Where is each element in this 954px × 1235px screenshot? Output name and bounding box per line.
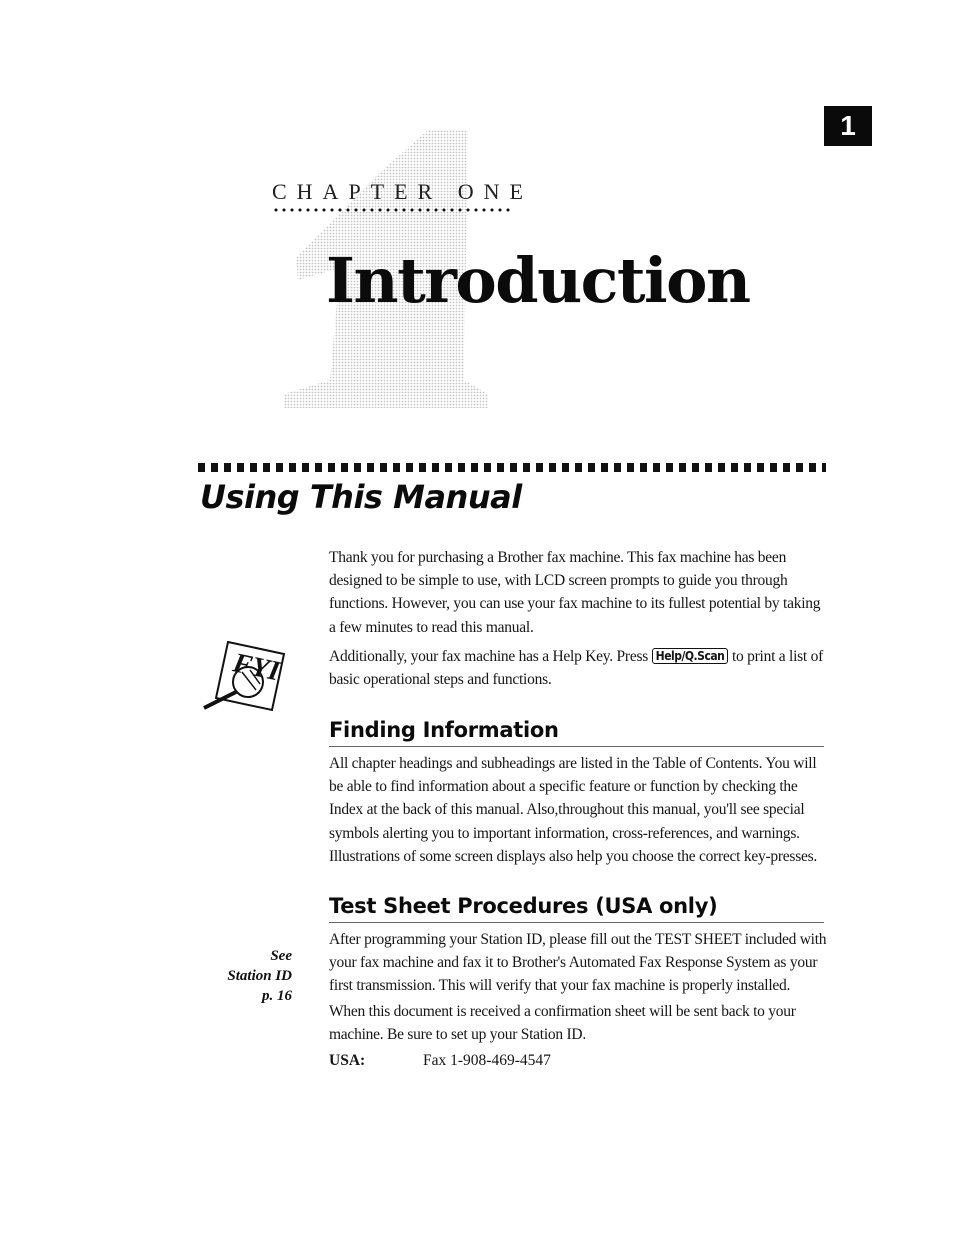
chapter-dotted-rule bbox=[272, 207, 512, 213]
finding-information-heading: Finding Information bbox=[329, 718, 559, 742]
help-key-paragraph bbox=[329, 645, 829, 691]
fyi-magnifier-icon bbox=[198, 632, 294, 712]
finding-information-paragraph: All chapter headings and subheadings are listed in the Table of Contents. You will be able to find information about a specific feature or function by checking the Index at the back of this manual. Also,throughout this manual, you'll see special symbols alerting you to important information, cross-references, and warnings. Illustrations of some screen displays also help you choose the correct key-presses. bbox=[329, 755, 818, 865]
test-sheet-heading-rule bbox=[329, 922, 824, 923]
section-title: Using This Manual bbox=[200, 478, 522, 516]
station-id-cross-reference bbox=[196, 946, 292, 1006]
fyi-icon-label: FYI bbox=[230, 647, 283, 688]
help-text-before: Additionally, your fax machine has a Help Key. Press bbox=[329, 648, 649, 665]
section-dotted-rule bbox=[198, 463, 826, 472]
chapter-label: CHAPTER ONE bbox=[272, 179, 533, 204]
margin-note-see: See bbox=[270, 948, 292, 964]
test-sheet-paragraph-1: After programming your Station ID, please fill out the TEST SHEET included with your fax machine and fax it to Brother's Automated Fax Response System as your first transmission. This will verify that your fax machine is properly installed. bbox=[329, 931, 827, 995]
help-qscan-key: Help/Q.Scan bbox=[652, 648, 729, 664]
chapter-title: Introduction bbox=[326, 244, 750, 317]
chapter-number-tab: 1 bbox=[824, 106, 872, 146]
fax-country-label: USA: bbox=[329, 1052, 366, 1069]
margin-note-station-id: Station ID bbox=[227, 968, 292, 984]
margin-note-page: p. 16 bbox=[262, 988, 292, 1004]
help-text-after: to print a list of basic operational steps and functions. bbox=[329, 648, 824, 689]
test-sheet-paragraph-2: When this document is received a confirmation sheet will be sent back to your machine. Be sure to set up your Station ID. bbox=[329, 1003, 796, 1044]
intro-paragraph: Thank you for purchasing a Brother fax machine. This fax machine has been designed to be simple to use, with LCD screen prompts to guide you through functions. However, you can use your fax machine to its fullest potential by taking a few minutes to read this manual. bbox=[329, 549, 821, 636]
finding-heading-rule bbox=[329, 746, 824, 747]
test-sheet-heading: Test Sheet Procedures (USA only) bbox=[329, 894, 718, 918]
fax-number: Fax 1-908-469-4547 bbox=[423, 1052, 551, 1069]
